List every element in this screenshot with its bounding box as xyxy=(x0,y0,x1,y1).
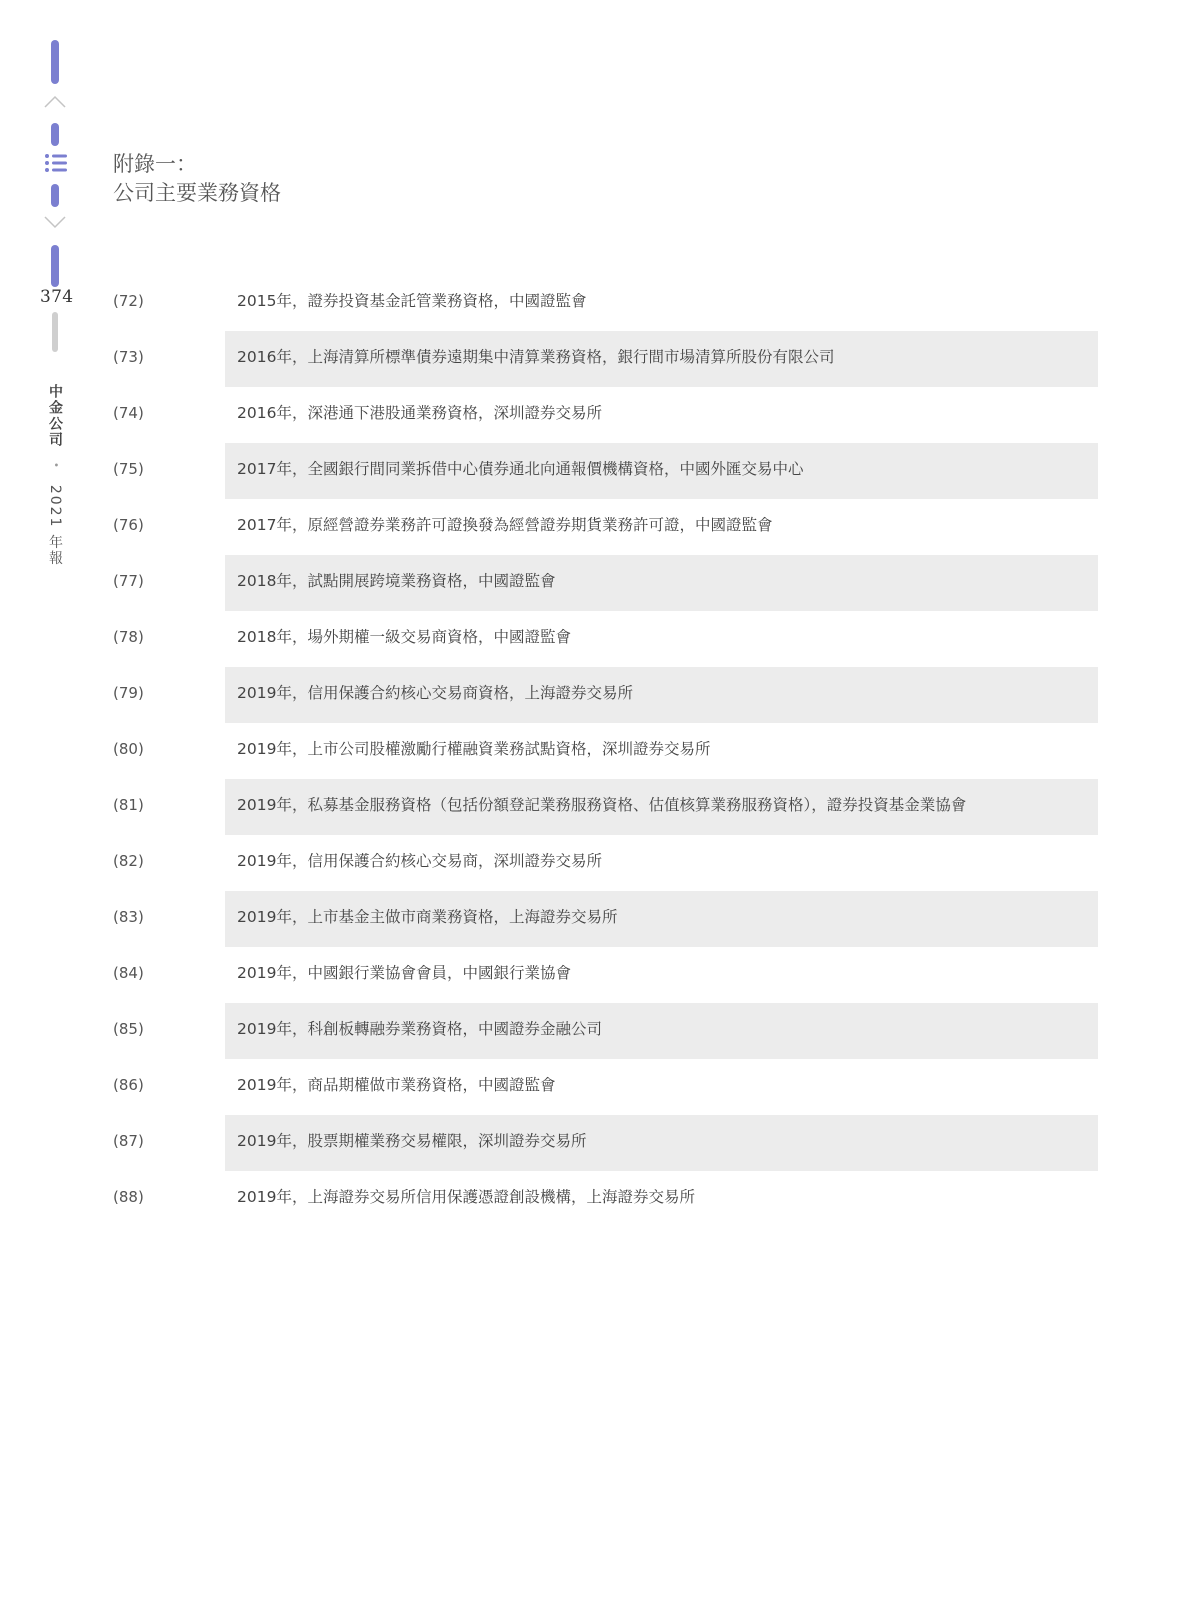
item-text: 2019年，商品期權做市業務資格，中國證監會 xyxy=(237,1076,556,1094)
chevron-down-icon[interactable] xyxy=(44,216,66,230)
item-number: (77) xyxy=(113,572,144,590)
item-text: 2016年，深港通下港股通業務資格，深圳證券交易所 xyxy=(237,404,602,422)
menu-list-icon[interactable] xyxy=(44,151,68,175)
item-number: (73) xyxy=(113,348,144,366)
section-title: 公司主要業務資格 xyxy=(113,181,281,205)
list-item xyxy=(113,723,1098,779)
list-item xyxy=(113,275,1098,331)
item-number: (80) xyxy=(113,740,144,758)
list-item xyxy=(113,1003,1098,1059)
qualification-list xyxy=(113,275,1098,1227)
list-item xyxy=(113,555,1098,611)
item-number: (74) xyxy=(113,404,144,422)
nav-bar-segment xyxy=(51,184,59,207)
list-item xyxy=(113,779,1098,835)
report-label xyxy=(45,384,65,567)
item-number: (86) xyxy=(113,1076,144,1094)
item-number: (76) xyxy=(113,516,144,534)
list-item xyxy=(113,499,1098,555)
appendix-title: 附錄一： xyxy=(113,152,197,176)
nav-bar-segment xyxy=(51,245,59,287)
separator-dot: • xyxy=(50,462,61,471)
item-number: (85) xyxy=(113,1020,144,1038)
list-item xyxy=(113,667,1098,723)
item-number: (84) xyxy=(113,964,144,982)
list-item xyxy=(113,387,1098,443)
item-text: 2019年，上市公司股權激勵行權融資業務試點資格，深圳證券交易所 xyxy=(237,740,711,758)
list-item xyxy=(113,331,1098,387)
nav-divider xyxy=(52,312,58,352)
page-number: 374 xyxy=(40,287,74,307)
item-text: 2017年，全國銀行間同業拆借中心債券通北向通報價機構資格，中國外匯交易中心 xyxy=(225,443,1098,499)
item-text: 2019年，科創板轉融券業務資格，中國證券金融公司 xyxy=(225,1003,1098,1059)
item-text: 2019年，中國銀行業協會會員，中國銀行業協會 xyxy=(237,964,571,982)
item-text: 2019年，上海證券交易所信用保護憑證創設機構，上海證券交易所 xyxy=(237,1188,695,1206)
item-number: (82) xyxy=(113,852,144,870)
side-navigation xyxy=(0,0,110,1615)
company-name: 中金公司 xyxy=(47,384,63,448)
list-item xyxy=(113,443,1098,499)
item-number: (87) xyxy=(113,1132,144,1150)
item-text: 2019年，信用保護合約核心交易商，深圳證券交易所 xyxy=(237,852,602,870)
item-text: 2019年，信用保護合約核心交易商資格，上海證券交易所 xyxy=(225,667,1098,723)
item-number: (83) xyxy=(113,908,144,926)
list-item xyxy=(113,1171,1098,1227)
item-number: (88) xyxy=(113,1188,144,1206)
item-number: (81) xyxy=(113,796,144,814)
item-text: 2018年，場外期權一級交易商資格，中國證監會 xyxy=(237,628,571,646)
list-item xyxy=(113,1115,1098,1171)
item-text: 2019年，上市基金主做市商業務資格，上海證券交易所 xyxy=(225,891,1098,947)
list-item xyxy=(113,835,1098,891)
item-text: 2016年，上海清算所標準債券遠期集中清算業務資格，銀行間市場清算所股份有限公司 xyxy=(225,331,1098,387)
item-number: (79) xyxy=(113,684,144,702)
item-text: 2019年，股票期權業務交易權限，深圳證券交易所 xyxy=(225,1115,1098,1171)
item-number: (78) xyxy=(113,628,144,646)
page-heading xyxy=(113,150,281,208)
nav-bar-segment xyxy=(51,123,59,146)
list-item xyxy=(113,891,1098,947)
chevron-up-icon[interactable] xyxy=(44,94,66,108)
list-item xyxy=(113,611,1098,667)
item-text: 2018年，試點開展跨境業務資格，中國證監會 xyxy=(225,555,1098,611)
report-title: 2021 年報 xyxy=(47,484,63,567)
item-text: 2019年，私募基金服務資格（包括份額登記業務服務資格、估值核算業務服務資格），證券投資基金業協會 xyxy=(225,779,1098,835)
item-text: 2015年，證券投資基金託管業務資格，中國證監會 xyxy=(237,292,587,310)
nav-bar-segment xyxy=(51,40,59,84)
list-item xyxy=(113,1059,1098,1115)
item-number: (72) xyxy=(113,292,144,310)
item-text: 2017年，原經營證券業務許可證換發為經營證券期貨業務許可證，中國證監會 xyxy=(237,516,773,534)
item-number: (75) xyxy=(113,460,144,478)
list-item xyxy=(113,947,1098,1003)
